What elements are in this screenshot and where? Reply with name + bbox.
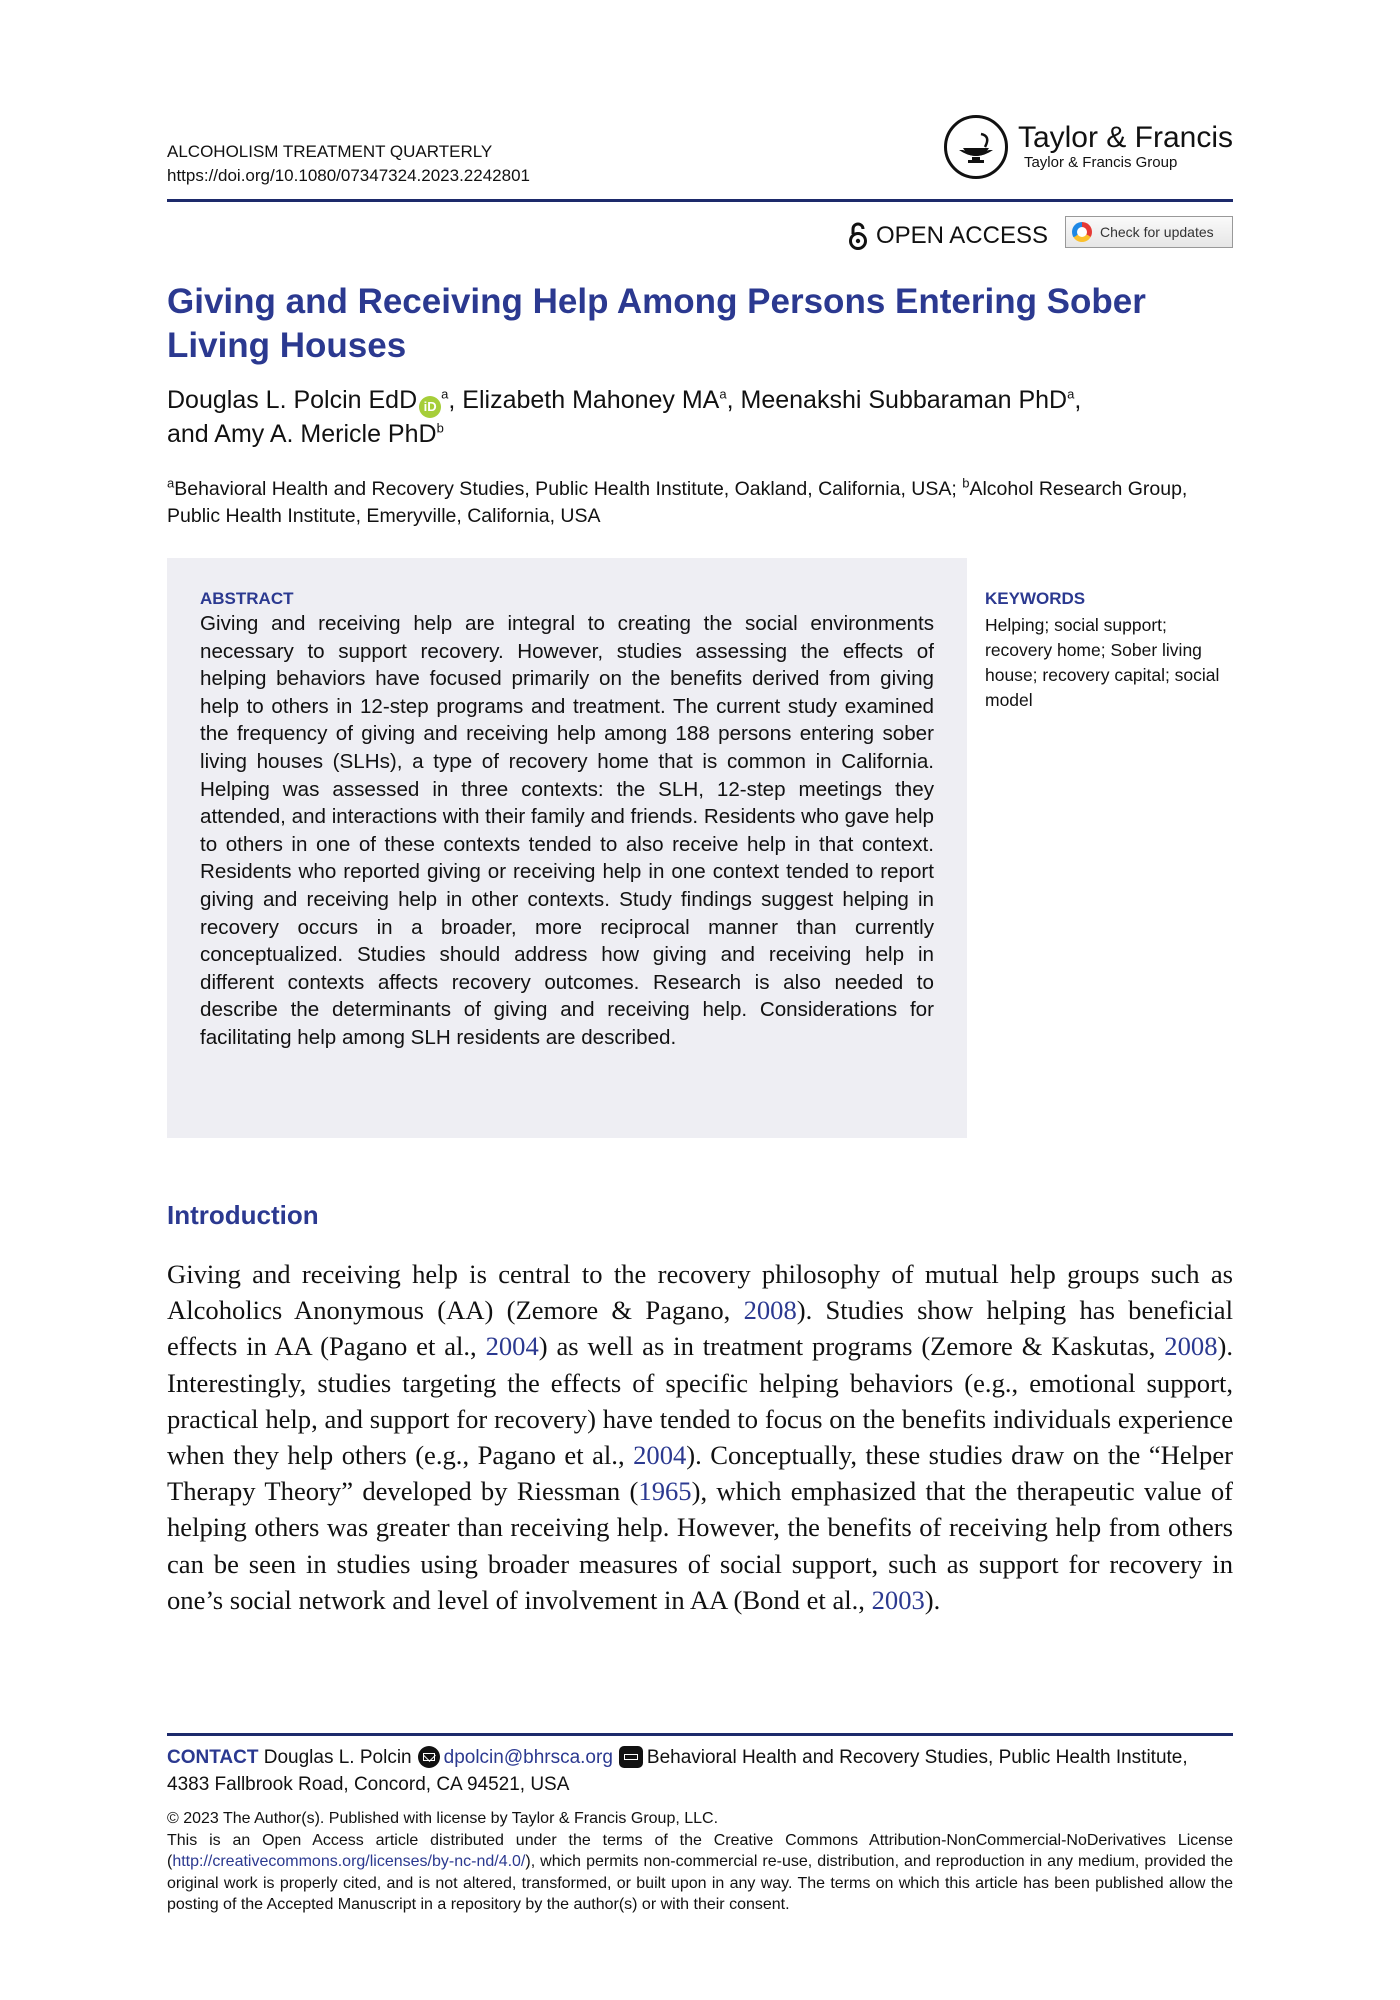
author-affil-mark: a xyxy=(719,386,727,402)
journal-info xyxy=(167,140,530,188)
check-updates-button[interactable] xyxy=(1065,216,1233,248)
copyright-line: © 2023 The Author(s). Published with license by Taylor & Francis Group, LLC. xyxy=(167,1810,719,1827)
citation-link[interactable]: 2008 xyxy=(743,1295,797,1326)
contact-name: Douglas L. Polcin xyxy=(263,1747,412,1768)
email-icon xyxy=(418,1746,440,1768)
keywords-heading: KEYWORDS xyxy=(985,589,1086,608)
license-block xyxy=(167,1808,1233,1916)
open-lock-icon xyxy=(848,222,868,250)
license-url-link[interactable]: http://creativecommons.org/licenses/by-nc-nd/4.0/ xyxy=(172,1853,526,1870)
author-affil-mark: a xyxy=(441,386,449,402)
introduction-text: Giving and receiving help is central to the recovery philosophy of mutual help groups such as Alcoholics Anonymous (AA) (Zemore & Pagano, 2008). Studies show helping has beneficial effects in AA (Pagano et al., 2004) as well as in treatment programs (Zemore & Kaskutas, 2008). Interestingly, studies targeting the effects of specific helping behaviors (e.g., emotional support, practical help, and support for recovery) have tended to focus on the benefits individuals experience when they help others (e.g., Pagano et al., 2004). Conceptually, these studies draw on the “Helper Therapy Theory” developed by Riessman (1965), which emphasized that the therapeutic value of helping others was greater than receiving help. However, the benefits of receiving help from others can be seen in studies using broader measures of social support, such as support for recovery in one’s social network and level of involvement in AA (Bond et al., 2003). xyxy=(167,1259,1234,1615)
contact-email-link[interactable]: dpolcin@bhrsca.org xyxy=(443,1747,613,1768)
author-name: Douglas L. Polcin EdD xyxy=(167,386,418,414)
author-affil-mark: b xyxy=(436,420,444,436)
abstract-box xyxy=(167,558,967,1138)
keywords-block xyxy=(985,588,1233,713)
publisher-name: Taylor & Francis xyxy=(1017,121,1233,154)
open-access-badge xyxy=(848,222,1048,250)
author-name: Amy A. Mericle PhD xyxy=(214,420,437,448)
affiliation-a: Behavioral Health and Recovery Studies, Public Health Institute, Oakland, California, USA; xyxy=(174,478,963,500)
doi-link[interactable]: https://doi.org/10.1080/07347324.2023.2242801 xyxy=(167,166,530,185)
abstract-text: Giving and receiving help are integral to creating the social environments necessary to support recovery. However, studies assessing the effects of helping behaviors have focused primarily on the benefits derived from giving help to others in 12-step programs and treatment. The current study examined the frequency of giving and receiving help among 188 persons entering sober living houses (SLHs), a type of recovery home that is common in California. Helping was assessed in three contexts: the SLH, 12-step meetings they attended, and interactions with their family and friends. Residents who gave help to others in one of these contexts tended to also receive help in that context. Residents who reported giving or receiving help in one context tended to report giving and receiving help in other contexts. Study findings suggest helping in recovery occurs in a broader, more reciprocal manner than currently conceptualized. Studies should address how giving and receiving help in different contexts affects recovery outcomes. Research is also needed to describe the determinants of giving and receiving help. Considerations for facilitating help among SLH residents are described. xyxy=(200,612,934,1049)
header-rule xyxy=(167,199,1233,202)
journal-name: ALCOHOLISM TREATMENT QUARTERLY xyxy=(167,142,493,161)
author-affil-mark: a xyxy=(1067,386,1075,402)
open-access-label: OPEN ACCESS xyxy=(875,222,1048,249)
contact-label: CONTACT xyxy=(167,1747,259,1768)
citation-link[interactable]: 1965 xyxy=(638,1476,692,1507)
affil-mark-a: a xyxy=(167,475,175,491)
publisher-logo[interactable] xyxy=(944,115,1233,179)
footer-rule xyxy=(167,1733,1233,1736)
check-updates-label: Check for updates xyxy=(1100,224,1214,240)
citation-link[interactable]: 2004 xyxy=(633,1440,687,1471)
crossmark-icon xyxy=(1072,222,1092,242)
affiliations xyxy=(167,476,1233,530)
license-text: This is an Open Access article distributed under the terms of the Creative Commons Attribution-NonCommercial-NoDerivatives License (http://creativecommons.org/licenses/by-nc-nd/4.0/), which permits non-commercial re-use, distribution, and reproduction in any medium, provided the original work is properly cited, and is not altered, transformed, or built upon in any way. The terms on which this article has been published allow the posting of the Accepted Manuscript in a repository by the author(s) or with their consent. xyxy=(167,1831,1233,1913)
affil-mark-b: b xyxy=(962,475,970,491)
author-name: Meenakshi Subbaraman PhD xyxy=(740,386,1068,414)
citation-link[interactable]: 2004 xyxy=(485,1331,539,1362)
publisher-group: Taylor & Francis Group xyxy=(1023,154,1178,171)
keywords-text: Helping; social support; recovery home; Sober living house; recovery capital; social model xyxy=(985,615,1220,710)
address-icon xyxy=(619,1746,643,1768)
introduction-heading: Introduction xyxy=(167,1200,319,1230)
article-page xyxy=(167,0,1233,2000)
article-title: Giving and Receiving Help Among Persons Entering Sober Living Houses xyxy=(167,282,1146,365)
orcid-icon[interactable]: iD xyxy=(419,396,441,418)
affiliation-b: Alcohol Research Group, Public Health Institute, Emeryville, California, USA xyxy=(167,478,1188,527)
citation-link[interactable]: 2008 xyxy=(1164,1331,1218,1362)
author-list: Douglas L. Polcin EdD $iD^a$, Elizabeth Mahoney $MA^a$, Meenakshi Subbaraman PhD$^a$, and Amy A. Mericle PhD$^b$ xyxy=(167,386,1082,448)
contact-address: Behavioral Health and Recovery Studies, Public Health Institute, 4383 Fallbrook Road, Concord, CA 94521, USA xyxy=(167,1747,1188,1795)
abstract-heading: ABSTRACT xyxy=(200,589,294,608)
lamp-icon xyxy=(944,115,1008,179)
citation-link[interactable]: 2003 xyxy=(871,1584,925,1615)
author-name: Elizabeth Mahoney MA xyxy=(462,386,720,414)
contact-info xyxy=(167,1744,1233,1798)
